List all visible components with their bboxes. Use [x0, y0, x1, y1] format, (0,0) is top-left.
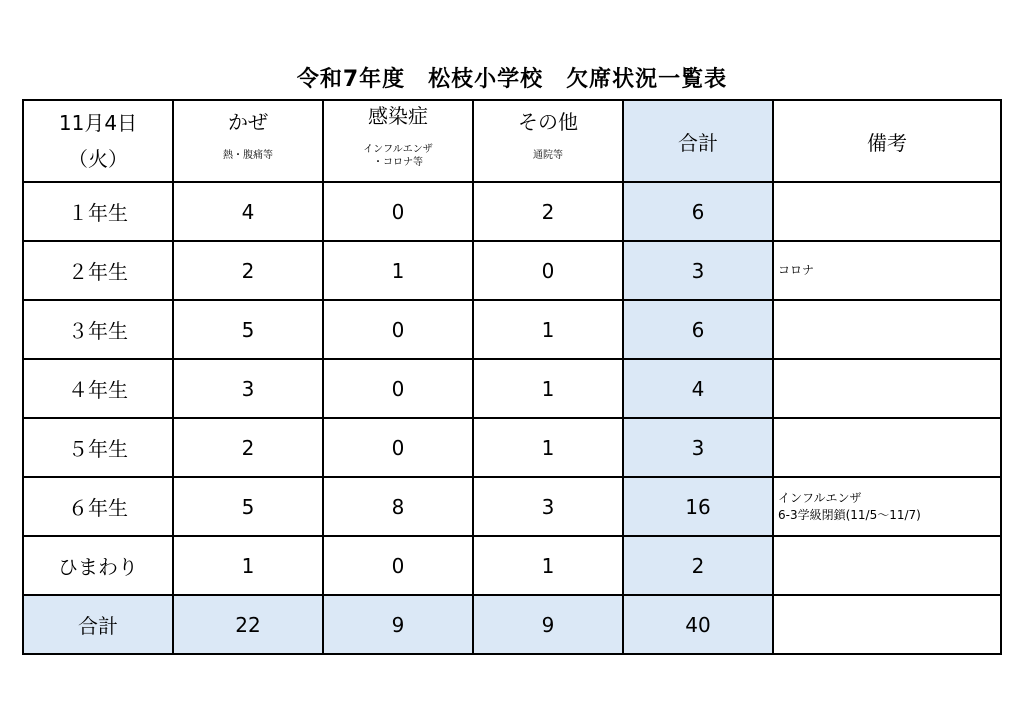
remark-line: 6-3学級閉鎖(11/5～11/7) [778, 507, 921, 522]
header-weekday: （火） [68, 147, 128, 171]
row-total-cell: 4 [623, 359, 773, 418]
header-infection: 感染症 [368, 103, 428, 128]
remark-line: インフルエンザ [778, 490, 862, 505]
page-title: 令和7年度 松枝小学校 欠席状況一覧表 [296, 67, 728, 92]
grade-cell: ５年生 [23, 418, 173, 477]
grade-cell: １年生 [23, 182, 173, 241]
cold-count-cell: 4 [173, 182, 323, 241]
header-infection-sub1: インフルエンザ [363, 143, 433, 155]
infection-count-cell: 0 [323, 359, 473, 418]
table-row [23, 477, 1001, 536]
other-count-cell: 1 [473, 536, 623, 595]
cold-count-cell: 1 [173, 536, 323, 595]
row-total-cell: 16 [623, 477, 773, 536]
cold-count-cell: 3 [173, 359, 323, 418]
header-remarks: 備考 [773, 100, 1001, 182]
header-cold-cell [173, 100, 323, 182]
absence-table [22, 99, 1002, 655]
grade-cell: ３年生 [23, 300, 173, 359]
remarks-cell [773, 300, 1001, 359]
cold-count-cell: 5 [173, 477, 323, 536]
table-row [23, 182, 1001, 241]
header-other-cell [473, 100, 623, 182]
other-count-cell: 0 [473, 241, 623, 300]
remarks-cell [773, 536, 1001, 595]
cold-count-cell: 2 [173, 418, 323, 477]
infection-count-cell: 0 [323, 418, 473, 477]
row-total-cell: 3 [623, 241, 773, 300]
grade-cell: ひまわり [23, 536, 173, 595]
grade-cell: ４年生 [23, 359, 173, 418]
infection-count-cell: 0 [323, 300, 473, 359]
other-count-cell: 3 [473, 477, 623, 536]
totals-remarks [773, 595, 1001, 654]
totals-label: 合計 [23, 595, 173, 654]
remarks-cell [773, 418, 1001, 477]
header-date-cell [23, 100, 173, 182]
other-count-cell: 1 [473, 418, 623, 477]
header-other: その他 [518, 110, 578, 134]
table-row [23, 300, 1001, 359]
infection-count-cell: 0 [323, 182, 473, 241]
totals-infection: 9 [323, 595, 473, 654]
cold-count-cell: 5 [173, 300, 323, 359]
totals-row [23, 595, 1001, 654]
header-infection-cell [323, 100, 473, 182]
totals-grand: 40 [623, 595, 773, 654]
header-infection-sub [324, 143, 472, 169]
remark-line: コロナ [778, 263, 815, 277]
table-row [23, 241, 1001, 300]
header-date: 11月4日 [58, 111, 138, 135]
infection-count-cell: 0 [323, 536, 473, 595]
totals-other: 9 [473, 595, 623, 654]
totals-cold: 22 [173, 595, 323, 654]
infection-count-cell: 1 [323, 241, 473, 300]
row-total-cell: 6 [623, 300, 773, 359]
grade-cell: ２年生 [23, 241, 173, 300]
other-count-cell: 2 [473, 182, 623, 241]
other-count-cell: 1 [473, 359, 623, 418]
table-row [23, 536, 1001, 595]
row-total-cell: 6 [623, 182, 773, 241]
remarks-cell [773, 182, 1001, 241]
grade-cell: ６年生 [23, 477, 173, 536]
header-cold: かぜ [228, 110, 268, 134]
header-total: 合計 [623, 100, 773, 182]
remarks-cell [773, 477, 1001, 536]
row-total-cell: 2 [623, 536, 773, 595]
table-row [23, 359, 1001, 418]
header-other-sub: 通院等 [533, 150, 563, 161]
cold-count-cell: 2 [173, 241, 323, 300]
row-total-cell: 3 [623, 418, 773, 477]
header-row [23, 100, 1001, 182]
header-infection-sub2: ・コロナ等 [373, 156, 423, 168]
remarks-cell [773, 241, 1001, 300]
other-count-cell: 1 [473, 300, 623, 359]
header-cold-sub: 熱・腹痛等 [223, 150, 273, 161]
infection-count-cell: 8 [323, 477, 473, 536]
remarks-cell [773, 359, 1001, 418]
table-row [23, 418, 1001, 477]
